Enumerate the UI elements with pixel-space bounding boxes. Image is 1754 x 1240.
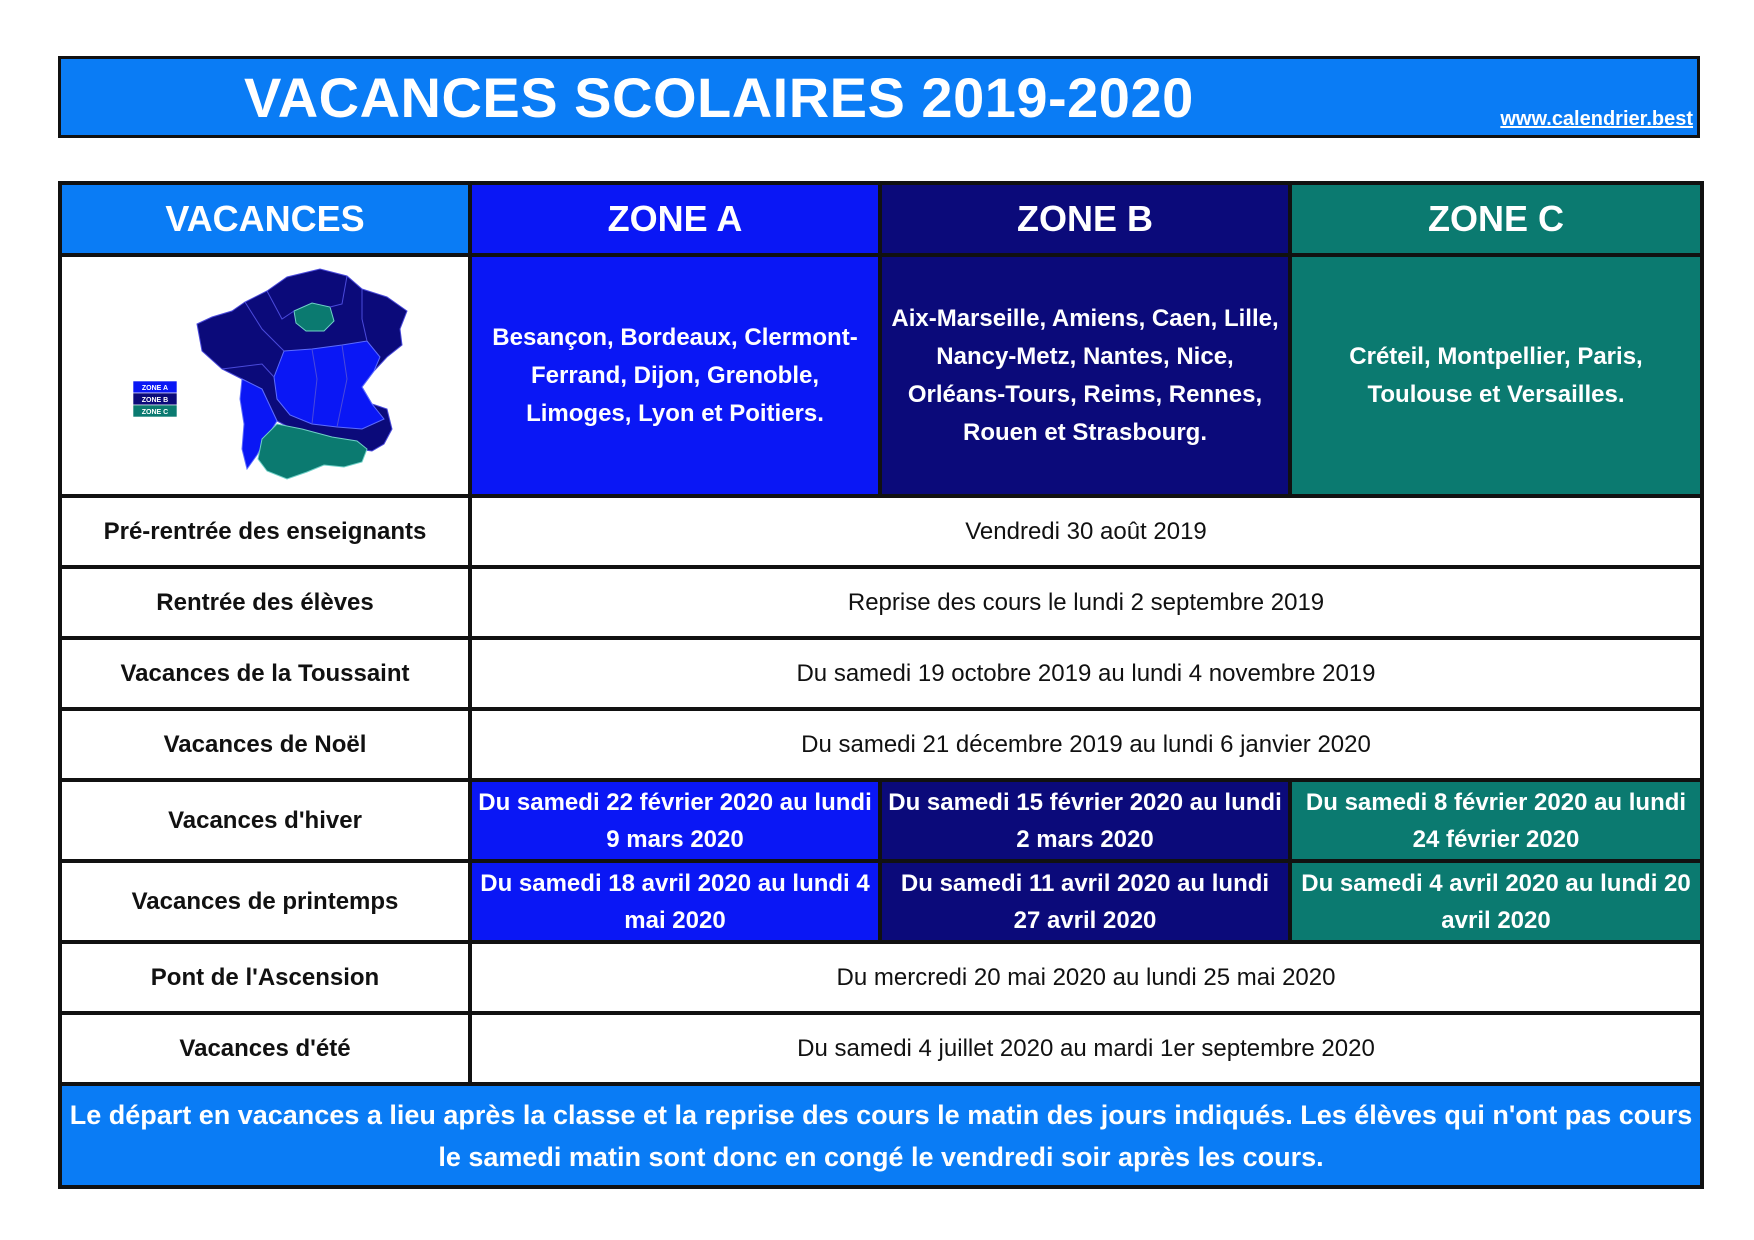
row-value: Du samedi 4 juillet 2020 au mardi 1er septembre 2020 bbox=[470, 1013, 1702, 1084]
table-row bbox=[60, 496, 1702, 567]
header-row bbox=[60, 183, 1702, 255]
row-zone-a-value: Du samedi 22 février 2020 au lundi 9 mars 2020 bbox=[470, 780, 880, 861]
footnote: Le départ en vacances a lieu après la classe et la reprise des cours le matin des jours indiqués. Les élèves qui n'ont pas cours le samedi matin sont donc en congé le vendredi soir après les cours. bbox=[60, 1084, 1702, 1187]
france-zones-map bbox=[62, 259, 468, 492]
website-link[interactable]: www.calendrier.best bbox=[1500, 108, 1693, 130]
row-value: Vendredi 30 août 2019 bbox=[470, 496, 1702, 567]
holiday-table bbox=[58, 181, 1704, 1189]
row-zone-a-value: Du samedi 18 avril 2020 au lundi 4 mai 2020 bbox=[470, 861, 880, 942]
header-vacances: VACANCES bbox=[60, 183, 470, 255]
row-zone-b-value: Du samedi 15 février 2020 au lundi 2 mars 2020 bbox=[880, 780, 1290, 861]
zone-c-cities: Créteil, Montpellier, Paris, Toulouse et Versailles. bbox=[1290, 255, 1702, 496]
row-zone-c-value: Du samedi 4 avril 2020 au lundi 20 avril 2020 bbox=[1290, 861, 1702, 942]
table-row bbox=[60, 942, 1702, 1013]
row-label: Vacances d'été bbox=[60, 1013, 470, 1084]
table-row bbox=[60, 709, 1702, 780]
title-banner bbox=[58, 56, 1700, 138]
map-legend-zone-c: ZONE C bbox=[141, 409, 169, 416]
map-legend-zone-b: ZONE B bbox=[141, 397, 169, 404]
row-value: Reprise des cours le lundi 2 septembre 2019 bbox=[470, 567, 1702, 638]
page-title: VACANCES SCOLAIRES 2019-2020 bbox=[244, 66, 1194, 129]
header-zone-a: ZONE A bbox=[470, 183, 880, 255]
table-row bbox=[60, 861, 1702, 942]
row-label: Vacances de Noël bbox=[60, 709, 470, 780]
row-zone-c-value: Du samedi 8 février 2020 au lundi 24 février 2020 bbox=[1290, 780, 1702, 861]
row-label: Pré-rentrée des enseignants bbox=[60, 496, 470, 567]
row-label: Pont de l'Ascension bbox=[60, 942, 470, 1013]
row-label: Rentrée des élèves bbox=[60, 567, 470, 638]
header-zone-c: ZONE C bbox=[1290, 183, 1702, 255]
table-row bbox=[60, 1013, 1702, 1084]
zone-a-cities: Besançon, Bordeaux, Clermont-Ferrand, Dijon, Grenoble, Limoges, Lyon et Poitiers. bbox=[470, 255, 880, 496]
row-value: Du mercredi 20 mai 2020 au lundi 25 mai 2020 bbox=[470, 942, 1702, 1013]
row-label: Vacances de la Toussaint bbox=[60, 638, 470, 709]
map-legend-zone-a: ZONE A bbox=[141, 385, 169, 392]
table-row bbox=[60, 638, 1702, 709]
row-label: Vacances de printemps bbox=[60, 861, 470, 942]
table-row bbox=[60, 780, 1702, 861]
map-cell bbox=[60, 255, 470, 496]
zone-b-cities: Aix-Marseille, Amiens, Caen, Lille, Nancy-Metz, Nantes, Nice, Orléans-Tours, Reims, Rennes, Rouen et Strasbourg. bbox=[880, 255, 1290, 496]
row-zone-b-value: Du samedi 11 avril 2020 au lundi 27 avril 2020 bbox=[880, 861, 1290, 942]
header-zone-b: ZONE B bbox=[880, 183, 1290, 255]
zones-row bbox=[60, 255, 1702, 496]
row-value: Du samedi 19 octobre 2019 au lundi 4 novembre 2019 bbox=[470, 638, 1702, 709]
row-label: Vacances d'hiver bbox=[60, 780, 470, 861]
table-row bbox=[60, 567, 1702, 638]
note-row bbox=[60, 1084, 1702, 1187]
row-value: Du samedi 21 décembre 2019 au lundi 6 janvier 2020 bbox=[470, 709, 1702, 780]
